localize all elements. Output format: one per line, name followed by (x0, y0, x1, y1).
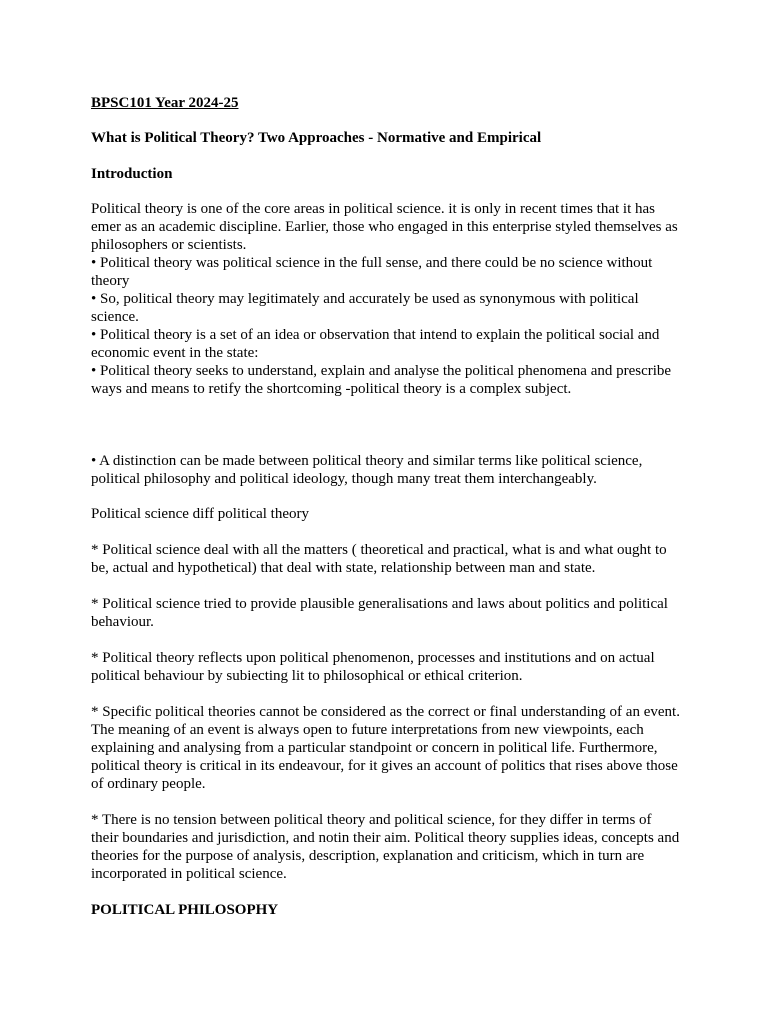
comparison-point: * Specific political theories cannot be considered as the correct or final understanding of an event. The meaning of an event is always open to future interpretations from new viewpoints, each explaining and analysing from a particular standpoint or concern in political life. Furthermore, political theory is critical in its endeavour, for it gives an account of politics that rises above those of ordinary people. (91, 704, 680, 792)
bullet-item: • So, political theory may legitimately and accurately be used as synonymous with political science. (91, 291, 639, 325)
document-title: What is Political Theory? Two Approaches - Normative and Empirical (91, 130, 542, 146)
comparison-point: * There is no tension between political theory and political science, for they differ in terms of their boundaries and jurisdiction, and notin their aim. Political theory supplies ideas, concepts and theories for the purpose of analysis, description, explanation and criticism, which in turn are incorporated in political science. (91, 812, 680, 882)
comparison-point: * Political science deal with all the matters ( theoretical and practical, what is and what ought to be, actual and hypothetical) that deal with state, relationship between man and state. (91, 542, 667, 576)
intro-paragraph: Political theory is one of the core areas in political science. it is only in recent times that it has emer as an academic discipline. Earlier, those who engaged in this enterprise styled themselves as philosophers or scientists. (91, 201, 678, 253)
section-heading: POLITICAL PHILOSOPHY (91, 902, 279, 918)
course-line: BPSC101 Year 2024-25 (91, 95, 239, 111)
comparison-point: * Political theory reflects upon political phenomenon, processes and institutions and on actual political behaviour by subiecting lit to philosophical or ethical criterion. (91, 650, 655, 684)
distinction-bullet: • A distinction can be made between political theory and similar terms like political science, political philosophy and political ideology, though many treat them interchangeably. (91, 453, 643, 487)
bullet-item: • Political theory seeks to understand, explain and analyse the political phenomena and prescribe ways and means to retify the shortcoming -political theory is a complex subject. (91, 363, 672, 397)
comparison-heading: Political science diff political theory (91, 506, 309, 522)
bullet-item: • Political theory is a set of an idea or observation that intend to explain the political social and economic event in the state: (91, 327, 660, 361)
comparison-point: * Political science tried to provide plausible generalisations and laws about politics and political behaviour. (91, 596, 668, 630)
document-page (91, 94, 681, 919)
bullet-item: • Political theory was political science in the full sense, and there could be no science without theory (91, 255, 653, 289)
intro-heading: Introduction (91, 166, 173, 182)
